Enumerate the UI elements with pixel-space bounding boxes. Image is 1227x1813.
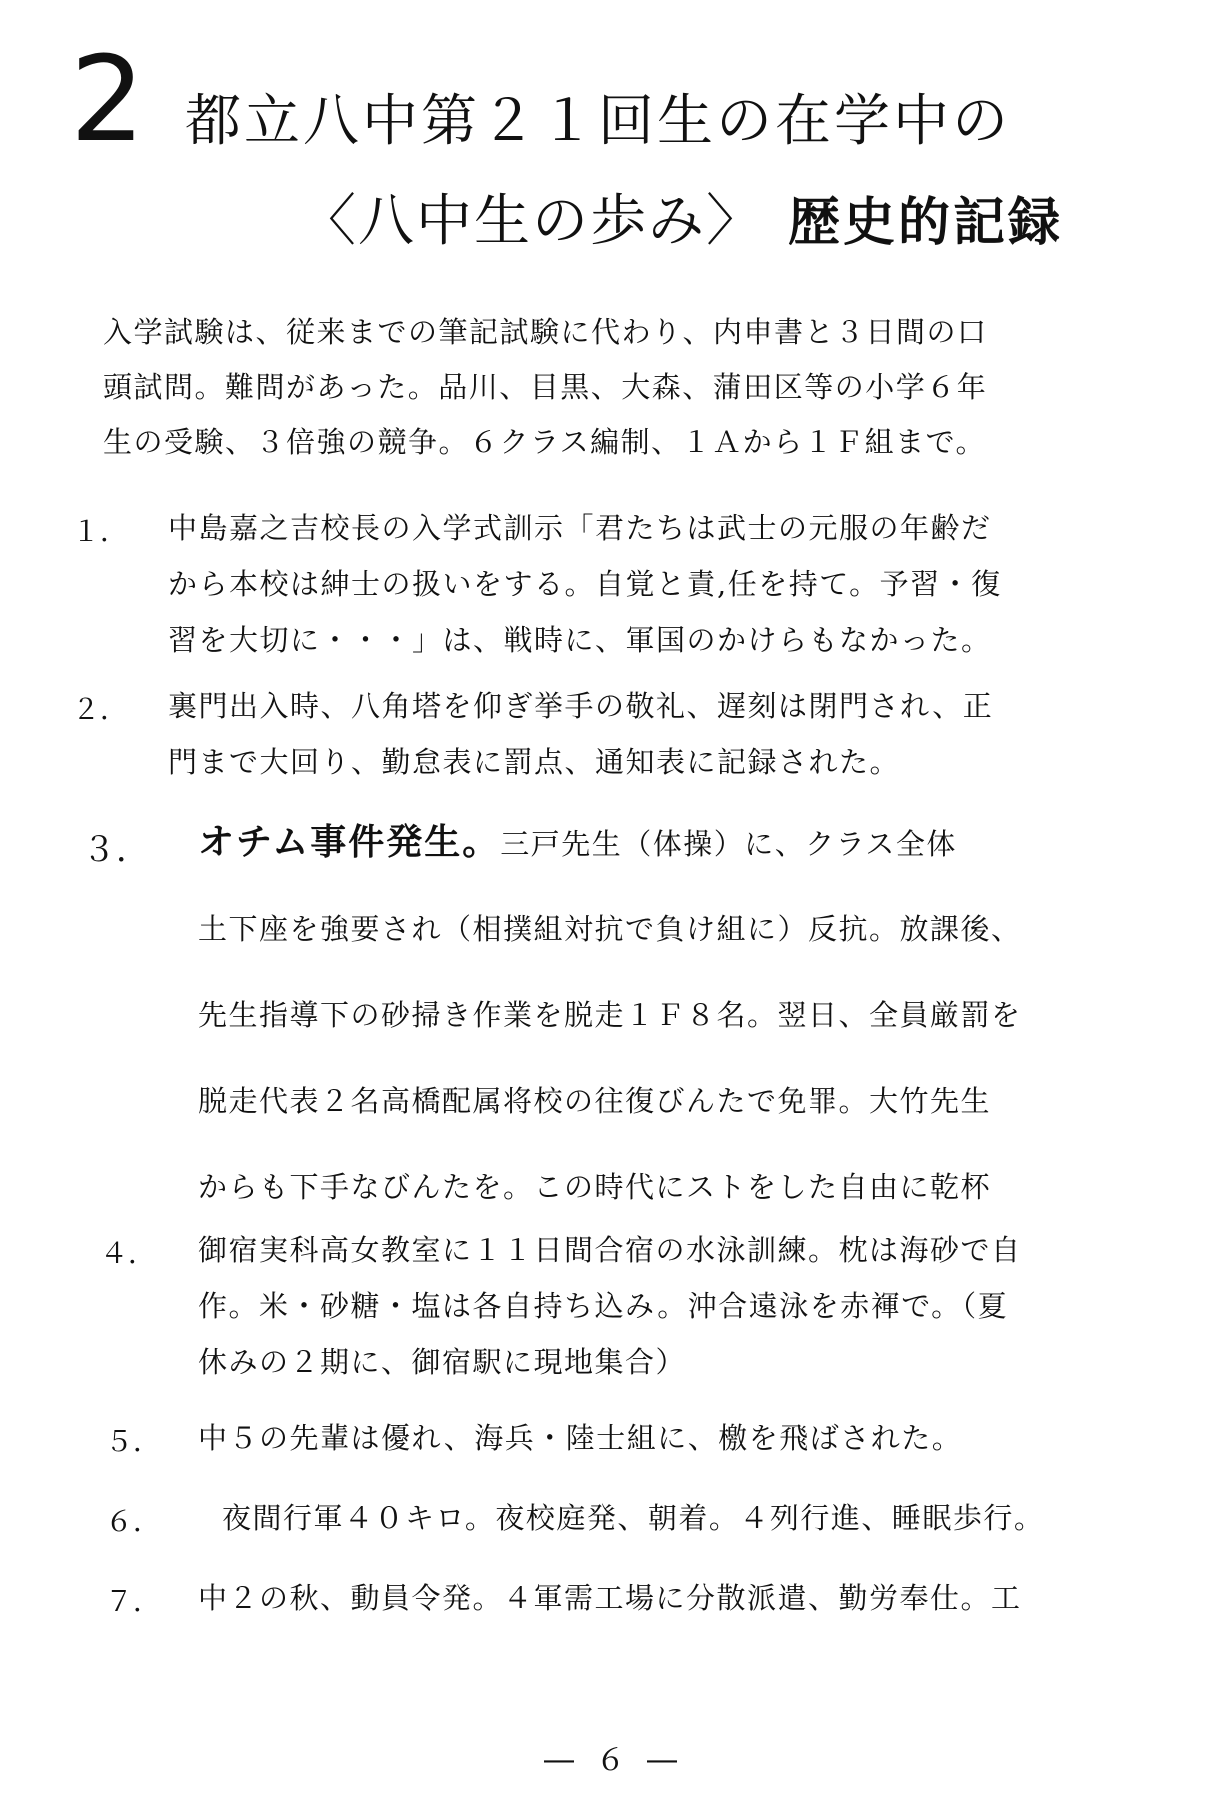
item-text <box>168 678 993 790</box>
intro-line: 入学試験は、従来までの筆記試験に代わり、内申書と３日間の口 <box>103 315 988 349</box>
item-line: 中島嘉之吉校長の入学式訓示「君たちは武士の元服の年齢だ <box>168 511 992 545</box>
item-text <box>198 1222 1022 1390</box>
item-text <box>222 1490 1044 1546</box>
section-title-line2 <box>300 190 1063 254</box>
item-line: 中５の先輩は優れ、海兵・陸士組に、檄を飛ばされた。 <box>198 1421 963 1455</box>
item-number: １． <box>72 515 129 548</box>
item-line: 休みの２期に、御宿駅に現地集合） <box>198 1345 687 1379</box>
item-number: ３． <box>82 830 150 870</box>
section-number: 2 <box>70 30 146 168</box>
intro-line: 生の受験、３倍強の競争。６クラス編制、１Ａから１Ｆ組まで。 <box>103 425 987 459</box>
item-number: ５． <box>105 1425 162 1458</box>
item-number: ４． <box>100 1237 157 1270</box>
item-text <box>198 800 1022 1230</box>
item-number: ２． <box>72 693 129 726</box>
item-line: 習を大切に・・・」は、戦時に、軍国のかけらもなかった。 <box>168 623 992 657</box>
item-text <box>198 1570 1022 1626</box>
section-subtitle: 〈八中生の歩み〉 <box>300 189 764 254</box>
section-title-line1: 都立八中第２１回生の在学中の <box>185 89 1011 154</box>
page-number: ― ６ ― <box>543 1743 684 1778</box>
item-lead-rest: 三戸先生（体操）に、クラス全体 <box>500 827 957 861</box>
item-number: ６． <box>105 1505 162 1538</box>
section-subtitle-historical-record: 歴史的記録 <box>788 192 1064 253</box>
intro-paragraph <box>103 305 1163 470</box>
item-text <box>168 500 1002 668</box>
item-line: 先生指導下の砂掃き作業を脱走１Ｆ８名。翌日、全員厳罰を <box>198 998 1022 1032</box>
item-line: 門まで大回り、勤怠表に罰点、通知表に記録された。 <box>168 745 901 779</box>
item-line: 裏門出入時、八角塔を仰ぎ挙手の敬礼、遅刻は閉門され、正 <box>168 689 994 723</box>
item-number: ７． <box>105 1585 162 1618</box>
item-line: 作。米・砂糖・塩は各自持ち込み。沖合遠泳を赤褌で。（夏 <box>198 1289 1009 1323</box>
item-text <box>198 1410 962 1466</box>
item-line: 夜間行軍４０キロ。夜校庭発、朝着。４列行進、睡眠歩行。 <box>222 1501 1045 1535</box>
item-line: 土下座を強要され（相撲組対抗で負け組に）反抗。放課後、 <box>198 912 1022 946</box>
item-line: からも下手なびんたを。この時代にストをした自由に乾杯 <box>198 1170 992 1204</box>
item-line: 中２の秋、動員令発。４軍需工場に分散派遣、勤労奉仕。工 <box>198 1581 1022 1615</box>
item-line: から本校は紳士の扱いをする。自覚と責,任を持て。予習・復 <box>168 567 1002 601</box>
item-line <box>198 800 1022 886</box>
item-line: 脱走代表２名高橋配属将校の往復びんたで免罪。大竹先生 <box>198 1084 992 1118</box>
intro-line: 頭試問。難問があった。品川、目黒、大森、蒲田区等の小学６年 <box>103 370 988 404</box>
item-lead: オチム事件発生。 <box>198 822 501 863</box>
item-line: 御宿実科高女教室に１１日間合宿の水泳訓練。枕は海砂で自 <box>198 1233 1022 1267</box>
